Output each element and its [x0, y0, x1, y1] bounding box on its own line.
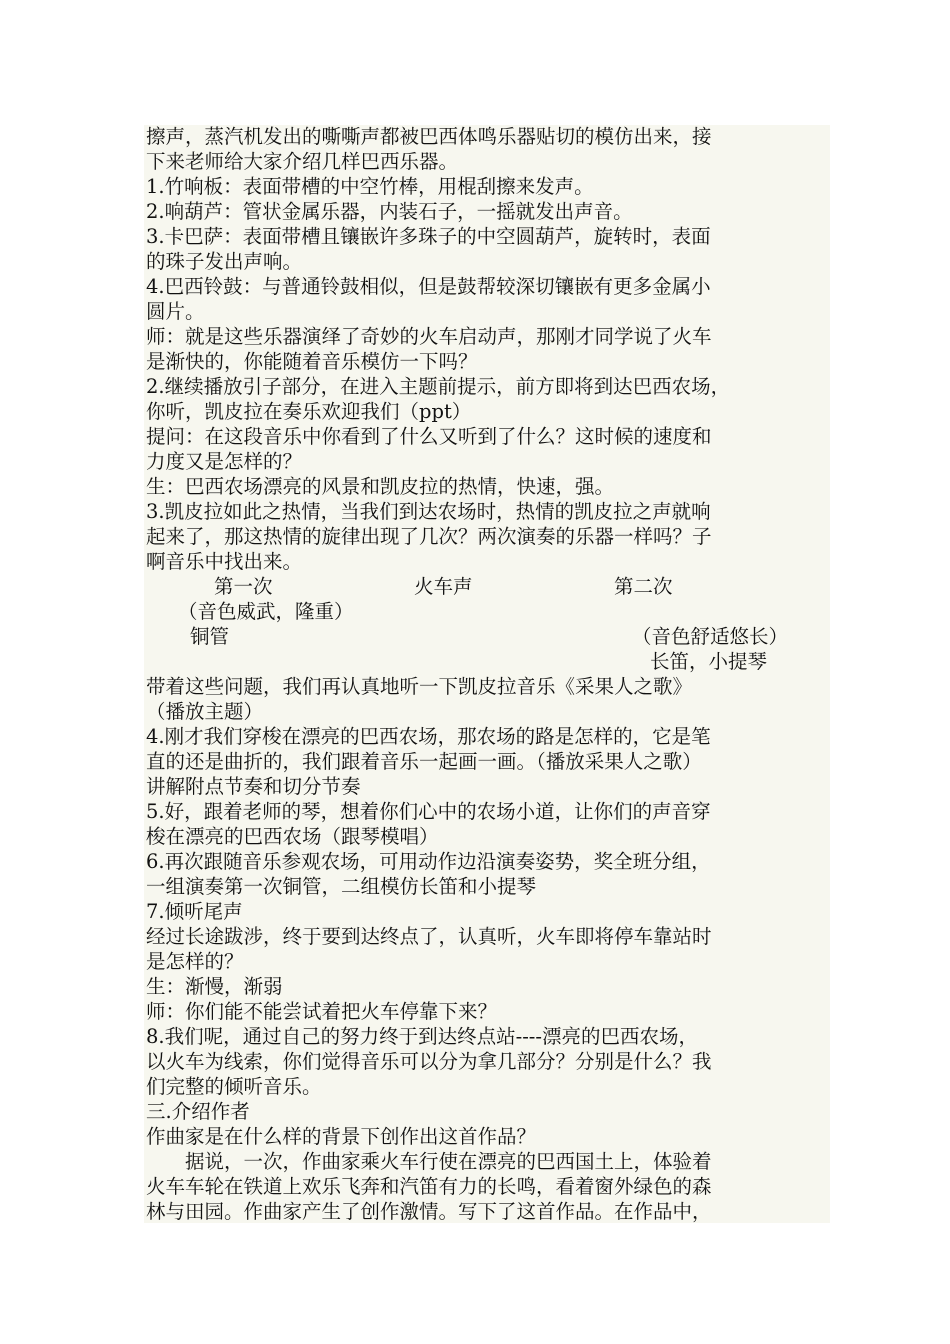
text-line: 据说，一次，作曲家乘火车行使在漂亮的巴西国土上，体验着	[146, 1150, 712, 1173]
text-line: 直的还是曲折的，我们跟着音乐一起画一画。（播放采果人之歌）	[146, 750, 702, 773]
text-line: 是怎样的？	[146, 950, 244, 973]
text-line: 起来了，那这热情的旋律出现了几次？两次演奏的乐器一样吗？子	[146, 525, 712, 548]
text-line: 6.再次跟随音乐参观农场，可用动作边沿演奏姿势，奖全班分组，	[146, 850, 711, 873]
text-line: 下来老师给大家介绍几样巴西乐器。	[146, 150, 459, 173]
text-line: 啊音乐中找出来。	[146, 550, 303, 573]
text-line: 以火车为线索，你们觉得音乐可以分为拿几部分？分别是什么？我	[146, 1050, 712, 1073]
text-line: 4.刚才我们穿梭在漂亮的巴西农场，那农场的路是怎样的，它是笔	[146, 725, 711, 748]
text-line: 擦声，蒸汽机发出的嘶嘶声都被巴西体鸣乐器贴切的模仿出来，接	[146, 125, 712, 148]
table-header-second-time: 第二次	[614, 575, 673, 598]
text-line: 经过长途跋涉，终于要到达终点了，认真听，火车即将停车靠站时	[146, 925, 712, 948]
text-line: 一组演奏第一次铜管，二组模仿长笛和小提琴	[146, 875, 537, 898]
table-header-first-time: 第一次	[214, 575, 273, 598]
text-line: 作曲家是在什么样的背景下创作出这首作品？	[146, 1125, 537, 1148]
text-line: 火车车轮在铁道上欢乐飞奔和汽笛有力的长鸣，看着窗外绿色的森	[146, 1175, 712, 1198]
text-line: 你听，凯皮拉在奏乐欢迎我们（ppt）	[146, 400, 472, 423]
table-header-train-sound: 火车声	[414, 575, 473, 598]
text-line: 们完整的倾听音乐。	[146, 1075, 322, 1098]
text-line: 生：巴西农场漂亮的风景和凯皮拉的热情，快速，强。	[146, 475, 615, 498]
text-line: 8.我们呢，通过自己的努力终于到达终点站----漂亮的巴西农场，	[146, 1025, 698, 1048]
text-line: 3.卡巴萨：表面带槽且镶嵌许多珠子的中空圆葫芦，旋转时，表面	[146, 225, 711, 248]
text-line: 梭在漂亮的巴西农场（跟琴模唱）	[146, 825, 439, 848]
text-line: 2.响葫芦：管状金属乐器，内装石子，一摇就发出声音。	[146, 200, 633, 223]
table-first-time-instrument: 铜管	[190, 625, 230, 648]
text-line: （播放主题）	[146, 700, 264, 723]
text-line: 的珠子发出声响。	[146, 250, 303, 273]
text-line: 2.继续播放引子部分，在进入主题前提示，前方即将到达巴西农场，	[146, 375, 731, 398]
text-line: 带着这些问题，我们再认真地听一下凯皮拉音乐《采果人之歌》	[146, 675, 693, 698]
text-line: 生：渐慢，渐弱	[146, 975, 283, 998]
table-second-time-desc: （音色舒适悠长）	[632, 625, 789, 648]
section-heading: 三.介绍作者	[146, 1100, 250, 1123]
text-line: 提问：在这段音乐中你看到了什么又听到了什么？这时候的速度和	[146, 425, 712, 448]
text-line: 是渐快的，你能随着音乐模仿一下吗？	[146, 350, 478, 373]
table-first-time-desc: （音色威武，隆重）	[178, 600, 354, 623]
text-line: 7.倾听尾声	[146, 900, 243, 923]
text-line: 力度又是怎样的？	[146, 450, 303, 473]
table-second-time-instrument: 长笛，小提琴	[650, 650, 768, 673]
text-line: 1.竹响板：表面带槽的中空竹棒，用棍刮擦来发声。	[146, 175, 594, 198]
text-line: 讲解附点节奏和切分节奏	[146, 775, 361, 798]
text-line: 师：就是这些乐器演绎了奇妙的火车启动声，那刚才同学说了火车	[146, 325, 712, 348]
text-line: 师：你们能不能尝试着把火车停靠下来？	[146, 1000, 498, 1023]
text-line: 3.凯皮拉如此之热情，当我们到达农场时，热情的凯皮拉之声就响	[146, 500, 711, 523]
text-line: 4.巴西铃鼓：与普通铃鼓相似，但是鼓帮较深切镶嵌有更多金属小	[146, 275, 711, 298]
text-line: 5.好，跟着老师的琴，想着你们心中的农场小道，让你们的声音穿	[146, 800, 711, 823]
text-line: 林与田园。作曲家产生了创作激情。写下了这首作品。在作品中，	[146, 1200, 712, 1223]
text-line: 圆片。	[146, 300, 205, 323]
